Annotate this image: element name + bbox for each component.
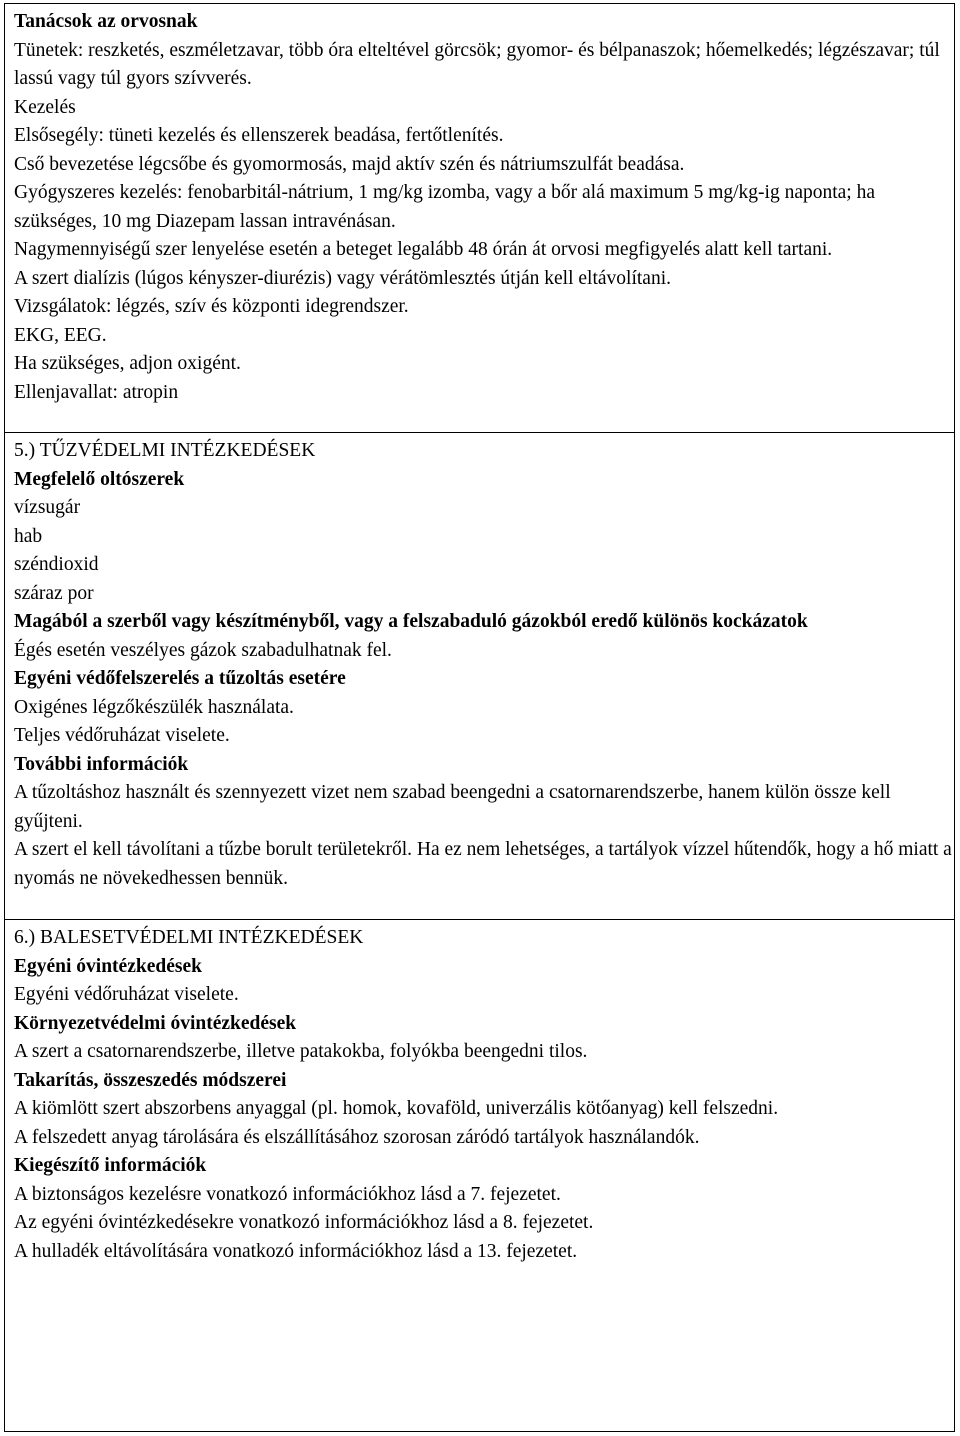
observation-text: Nagymennyiségű szer lenyelése esetén a beteget legalább 48 órán át orvosi megfigyelés alatt kell tartani. <box>14 239 833 260</box>
supplementary-info-heading: Kiegészítő információk <box>14 1155 207 1176</box>
supplementary-info-line: Az egyéni óvintézkedésekre vonatkozó információkhoz lásd a 8. fejezetet. <box>14 1212 594 1233</box>
treatment-label: Kezelés <box>14 96 76 118</box>
cleanup-line: A felszedett anyag tárolására és elszállításához szorosan záródó tartályok használandók. <box>14 1126 700 1148</box>
personal-precautions-heading: Egyéni óvintézkedések <box>14 955 202 977</box>
personal-precautions-text: Egyéni védőruházat viselete. <box>14 984 239 1005</box>
symptoms-text: Tünetek: reszketés, eszméletzavar, több óra elteltével görcsök; gyomor- és bélpanaszok; hőemelkedés; légzészavar; túl lassú vagy túl gyors szívverés. <box>14 39 940 89</box>
further-info-heading: További információk <box>14 753 189 775</box>
section-6-box <box>4 919 955 1432</box>
tests-text: Vizsgálatok: légzés, szív és központi idegrendszer. <box>14 296 409 317</box>
extinguisher-item: hab <box>14 525 43 547</box>
extinguisher-item: száraz por <box>14 582 94 604</box>
environmental-precautions-heading: Környezetvédelmi óvintézkedések <box>14 1012 297 1034</box>
oxygen-text: Ha szükséges, adjon oxigént. <box>14 353 241 374</box>
supplementary-info-line: A hulladék eltávolítására vonatkozó információkhoz lásd a 13. fejezetet. <box>14 1240 578 1262</box>
extinguishers-heading: Megfelelő oltószerek <box>14 468 185 490</box>
ppe-line: Teljes védőruházat viselete. <box>14 725 230 746</box>
cleanup-line: A kiömlött szert abszorbens anyaggal (pl. homok, kovaföld, univerzális kötőanyag) kell felszedni. <box>14 1098 779 1119</box>
hazards-text: Égés esetén veszélyes gázok szabadulhatnak fel. <box>14 639 392 661</box>
first-aid-text: Elsősegély: tüneti kezelés és ellenszerek beadása, fertőtlenítés. <box>14 125 504 146</box>
further-info-line: A szert el kell távolítani a tűzbe borult területekről. Ha ez nem lehetséges, a tartályok vízzel hűtendők, hogy a hő miatt a nyomás ne növekedhessen bennük. <box>14 839 952 889</box>
section-5-title: 5.) TŰZVÉDELMI INTÉZKEDÉSEK <box>14 440 316 461</box>
ppe-heading: Egyéni védőfelszerelés a tűzoltás esetére <box>14 668 346 689</box>
advice-to-doctor-heading: Tanácsok az orvosnak <box>14 11 198 32</box>
environmental-precautions-text: A szert a csatornarendszerbe, illetve patakokba, folyókba beengedni tilos. <box>14 1041 588 1062</box>
removal-text: A szert dialízis (lúgos kényszer-diurézis) vagy vérátömlesztés útján kell eltávolítani. <box>14 267 671 289</box>
supplementary-info-line: A biztonságos kezelésre vonatkozó információkhoz lásd a 7. fejezetet. <box>14 1183 561 1205</box>
medication-text: Gyógyszeres kezelés: fenobarbitál-nátrium, 1 mg/kg izomba, vagy a bőr alá maximum 5 mg/kg-ig naponta; ha szükséges, 10 mg Diazepam lassan intravénásan. <box>14 182 875 232</box>
cleanup-heading: Takarítás, összeszedés módszerei <box>14 1069 287 1091</box>
further-info-line: A tűzoltáshoz használt és szennyezett vizet nem szabad beengedni a csatornarendszerbe, hanem külön össze kell gyűjteni. <box>14 782 891 832</box>
ekg-text: EKG, EEG. <box>14 324 107 346</box>
hazards-heading: Magából a szerből vagy készítményből, vagy a felszabaduló gázokból eredő különös kockázatok <box>14 611 808 632</box>
extinguisher-item: széndioxid <box>14 554 99 575</box>
contraindication-text: Ellenjavallat: atropin <box>14 381 179 403</box>
section-4-tail-box <box>4 3 955 432</box>
extinguisher-item: vízsugár <box>14 497 81 518</box>
section-5-box <box>4 432 955 919</box>
ppe-line: Oxigénes légzőkészülék használata. <box>14 696 294 718</box>
section-6-title: 6.) BALESETVÉDELMI INTÉZKEDÉSEK <box>14 927 364 948</box>
tube-text: Cső bevezetése légcsőbe és gyomormosás, majd aktív szén és nátriumszulfát beadása. <box>14 153 685 175</box>
